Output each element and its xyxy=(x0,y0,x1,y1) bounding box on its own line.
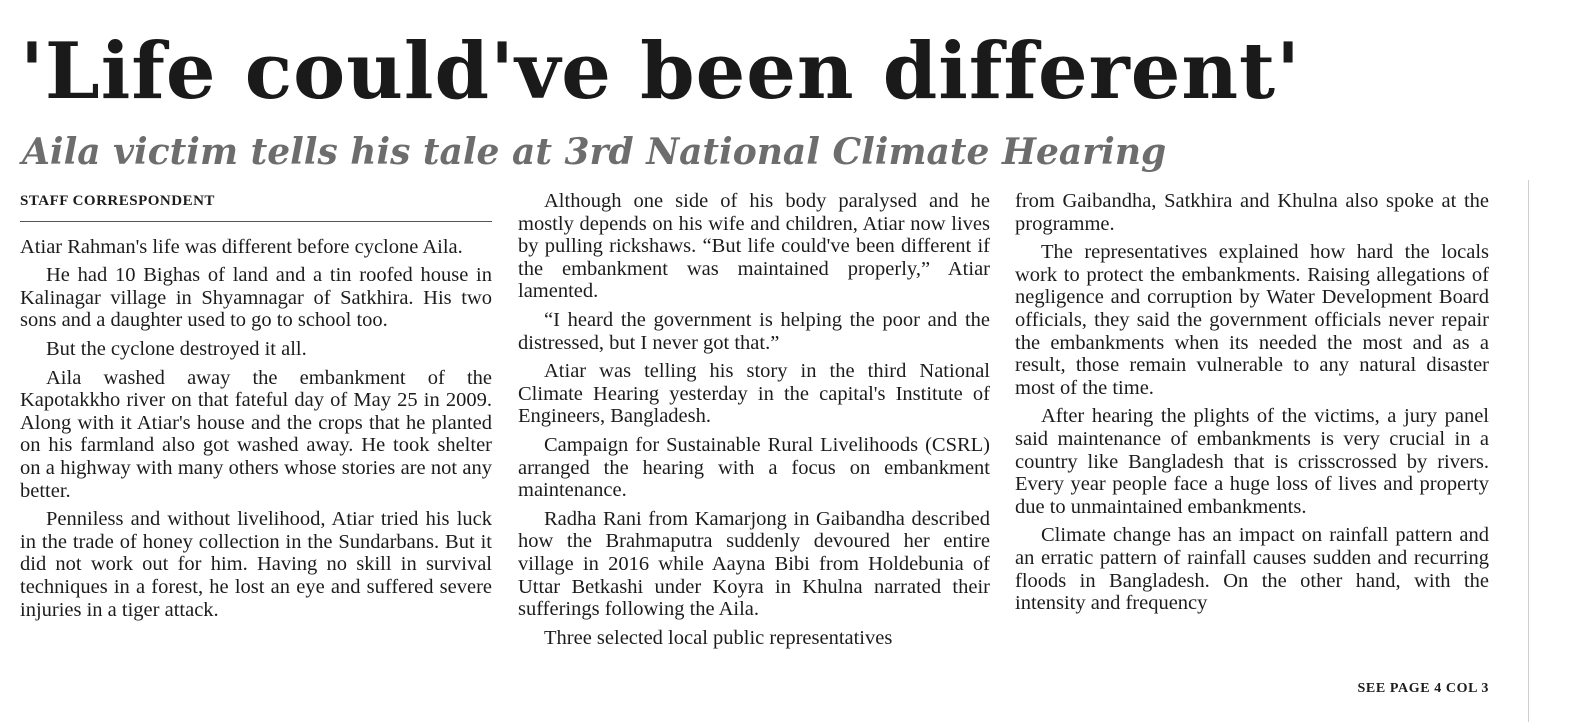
article-column-2 xyxy=(518,190,990,649)
article-column-3 xyxy=(1015,190,1489,696)
paragraph: Atiar was telling his story in the third National Climate Hearing yesterday in the capital's Institute of Engineers, Bangladesh. xyxy=(518,360,990,428)
paragraph: Although one side of his body paralysed and he mostly depends on his wife and children, Atiar now lives by pulling rickshaws. “But life could've been different if the embankment was maintained properly,” Atiar lamented. xyxy=(518,190,990,303)
byline: STAFF CORRESPONDENT xyxy=(20,190,492,222)
paragraph: “I heard the government is helping the poor and the distressed, but I never got that.” xyxy=(518,308,990,354)
paragraph: Radha Rani from Kamarjong in Gaibandha described how the Brahmaputra suddenly devoured her entire village in 2016 while Aayna Bibi from Holdebunia of Uttar Betkashi under Koyra in Khulna narrated their sufferings following the Aila. xyxy=(518,507,990,621)
paragraph: He had 10 Bighas of land and a tin roofed house in Kalinagar village in Shyamnagar of Satkhira. His two sons and a daughter used to go to school too. xyxy=(20,264,492,332)
paragraph: After hearing the plights of the victims, a jury panel said maintenance of embankments is very crucial in a country like Bangladesh that is crisscrossed by rivers. Every year people face a huge loss of lives and property due to unmaintained embankments. xyxy=(1015,405,1489,518)
paragraph: Climate change has an impact on rainfall pattern and an erratic pattern of rainfall causes sudden and recurring floods in Bangladesh. On the other hand, with the intensity and frequency xyxy=(1015,524,1489,615)
paragraph: from Gaibandha, Satkhira and Khulna also spoke at the programme. xyxy=(1015,190,1489,235)
continuation-jump-line: SEE PAGE 4 COL 3 xyxy=(1357,681,1489,696)
paragraph: Aila washed away the embankment of the Kapotakkho river on that fateful day of May 25 in 2009. Along with it Atiar's house and the crops that he planted on his farmland also got washed away. He took shelter on a highway with many others whose stories are not any better. xyxy=(20,366,492,502)
article-column-1 xyxy=(20,190,492,621)
headline: 'Life could've been different' xyxy=(20,26,1301,117)
paragraph: The representatives explained how hard the locals work to protect the embankments. Raising allegations of negligence and corruption by Water Development Board officials, they said the government officials never repair the embankments when its needed the most and as a result, those remain vulnerable to any natural disaster most of the time. xyxy=(1015,241,1489,399)
paragraph: Three selected local public representatives xyxy=(544,626,893,649)
paragraph: Penniless and without livelihood, Atiar tried his luck in the trade of honey collection in the Sundarbans. But it did not work out for him. Having no skill in survival techniques in a forest, he lost an eye and suffered severe injuries in a tiger attack. xyxy=(20,508,492,621)
subheadline: Aila victim tells his tale at 3rd National Climate Hearing xyxy=(22,131,1167,173)
column-divider-rule xyxy=(1528,180,1529,722)
paragraph: But the cyclone destroyed it all. xyxy=(46,337,307,360)
paragraph: Atiar Rahman's life was different before cyclone Aila. xyxy=(20,235,463,258)
paragraph: Campaign for Sustainable Rural Livelihoods (CSRL) arranged the hearing with a focus on embankment maintenance. xyxy=(518,433,990,502)
